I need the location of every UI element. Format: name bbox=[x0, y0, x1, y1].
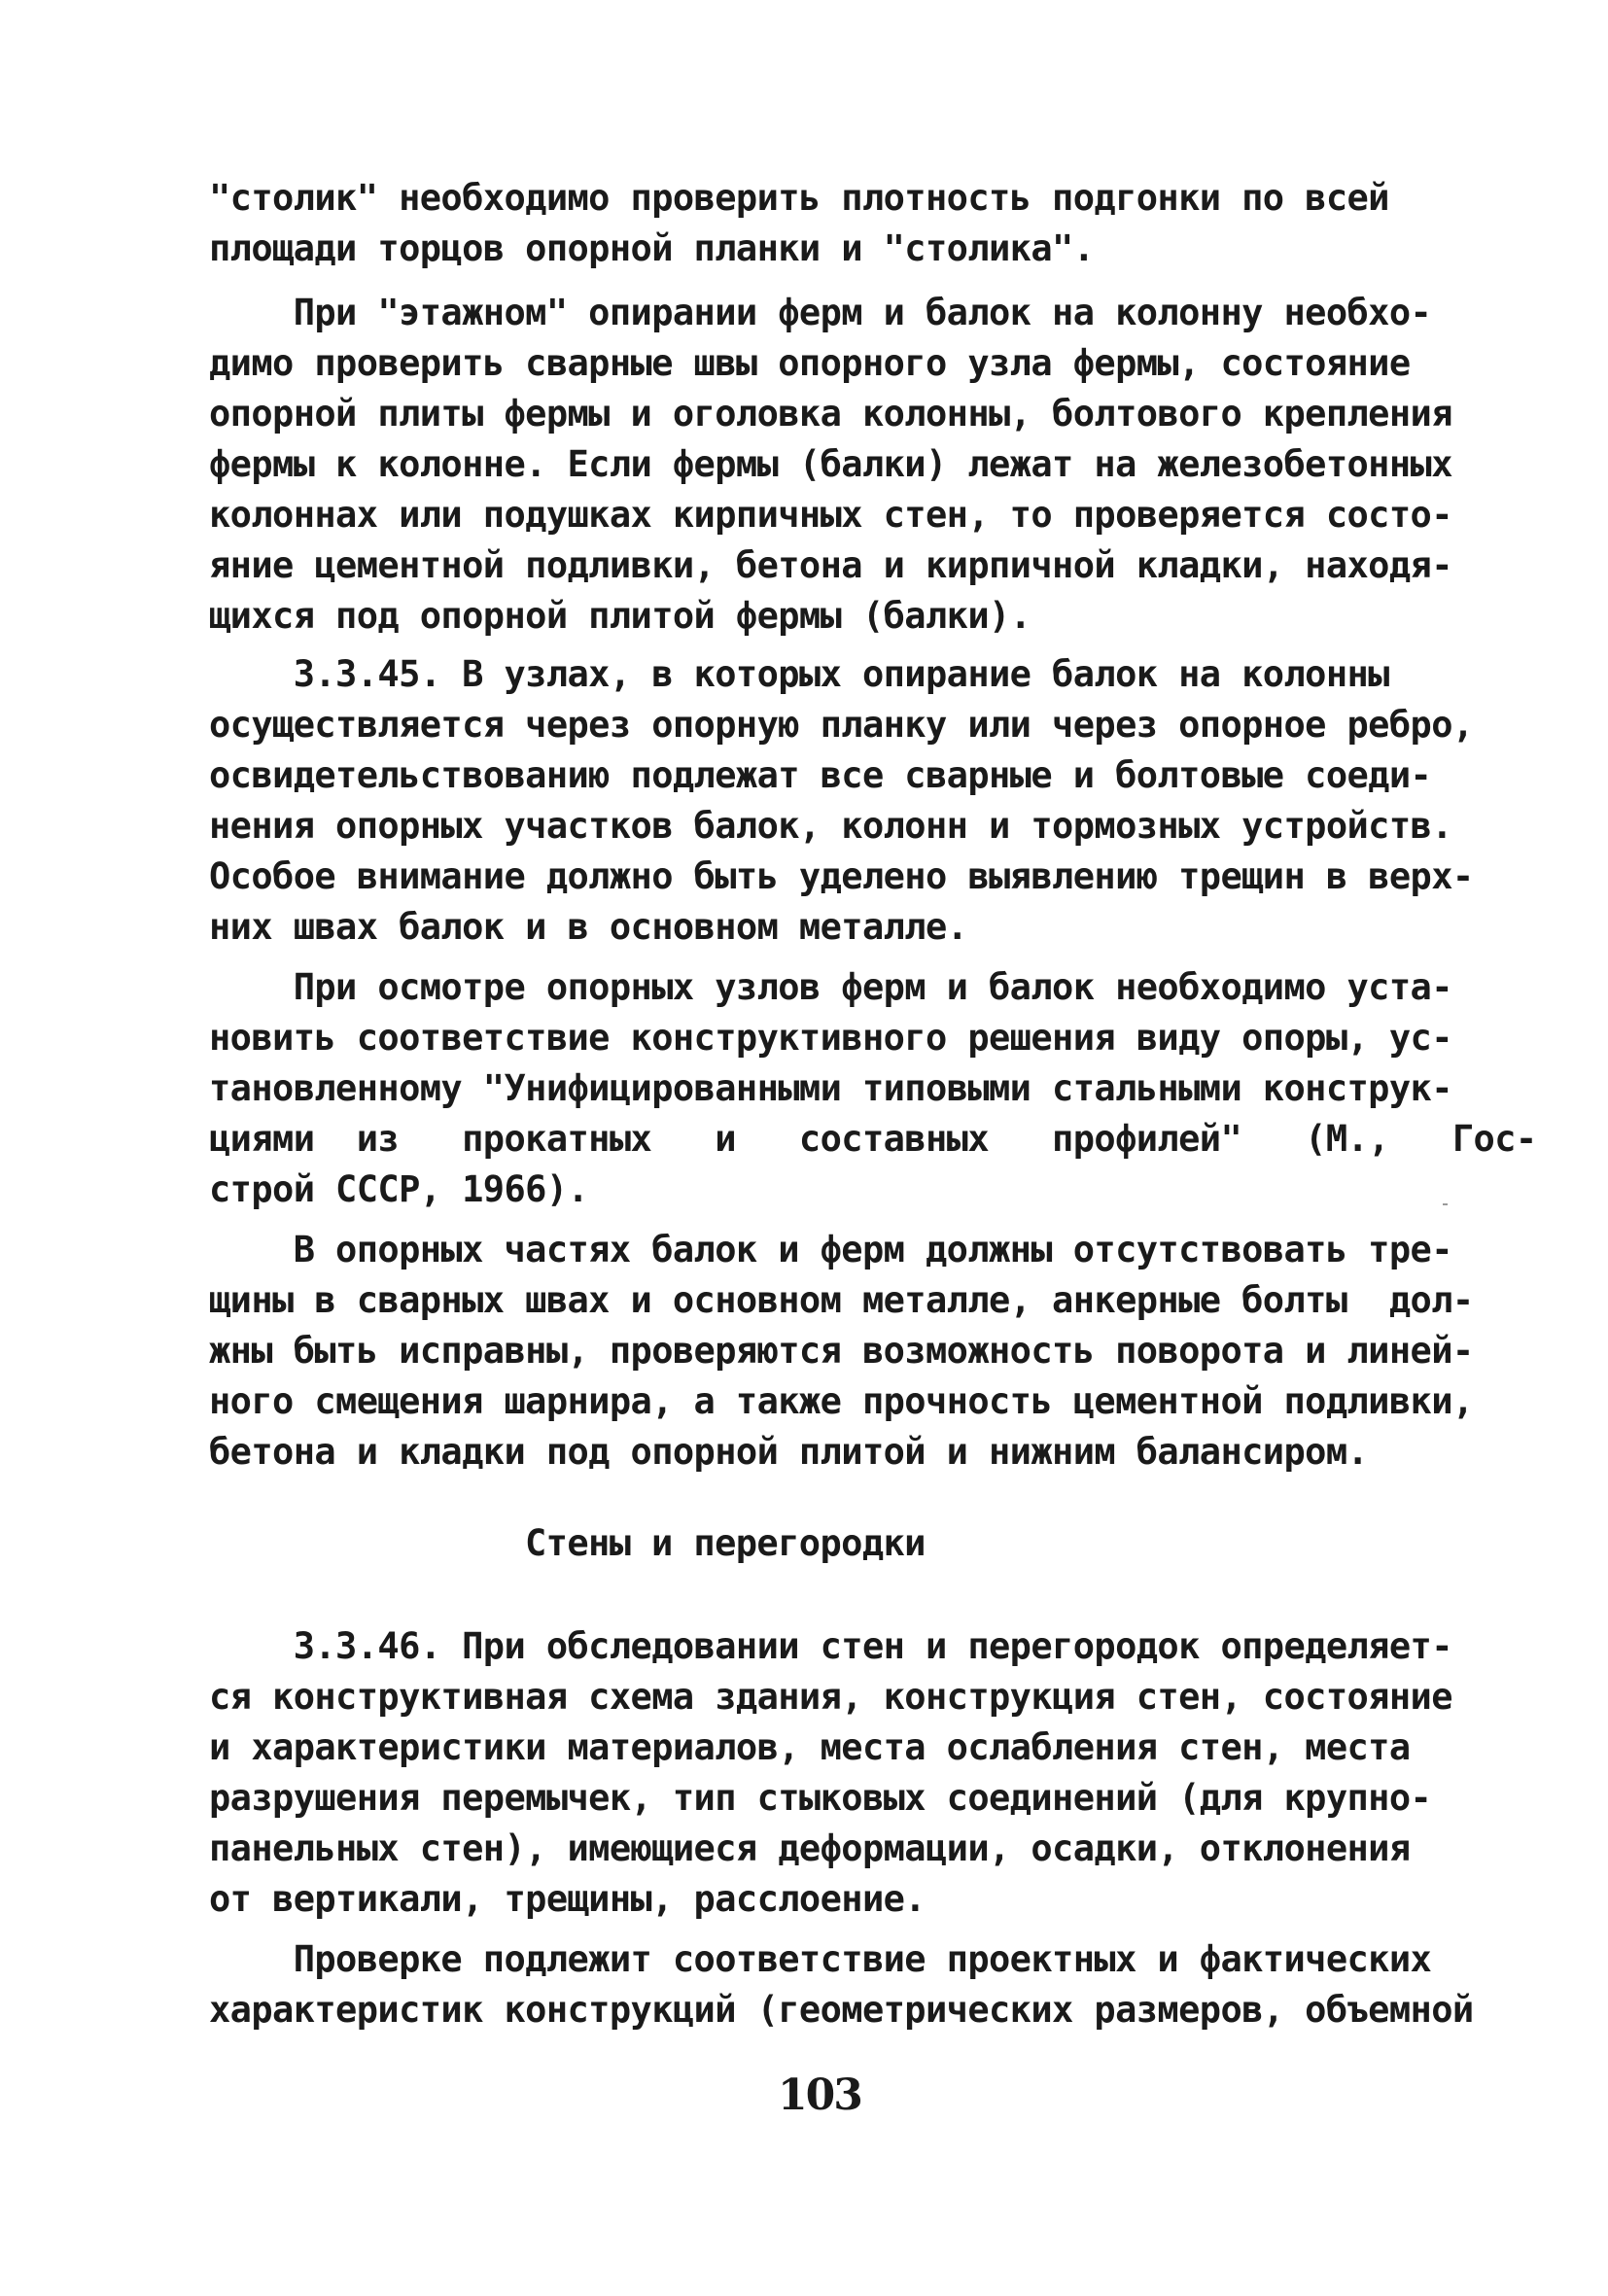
text-line: них швах балок и в основном металле. bbox=[209, 906, 968, 948]
scan-speck bbox=[1443, 1203, 1448, 1205]
text-line: строй СССР, 1966). bbox=[209, 1168, 589, 1210]
text-line: разрушения перемычек, тип стыковых соединений (для крупно- bbox=[209, 1777, 1432, 1819]
text-line: При "этажном" опирании ферм и балок на колонну необхо- bbox=[209, 292, 1432, 333]
text-line: В опорных частях балок и ферм должны отсутствовать тре- bbox=[209, 1229, 1452, 1270]
text-line: димо проверить сварные швы опорного узла фермы, состояние bbox=[209, 342, 1411, 384]
text-line: осуществляется через опорную планку или через опорное ребро, bbox=[209, 704, 1474, 746]
text-line: панельных стен), имеющиеся деформации, осадки, отклонения bbox=[209, 1827, 1411, 1869]
text-line: Особое внимание должно быть уделено выявлению трещин в верх- bbox=[209, 855, 1474, 897]
text-line: циями из прокатных и составных профилей" (М., Гос- bbox=[209, 1118, 1537, 1160]
text-line: колоннах или подушках кирпичных стен, то проверяется состо- bbox=[209, 494, 1452, 536]
text-line: бетона и кладки под опорной плитой и нижним балансиром. bbox=[209, 1431, 1369, 1473]
text-line: 3.3.46. При обследовании стен и перегородок определяет- bbox=[209, 1625, 1452, 1667]
text-line: 3.3.45. В узлах, в которых опирание балок на колонны bbox=[209, 653, 1389, 695]
text-line: ного смещения шарнира, а также прочность цементной подливки, bbox=[209, 1380, 1474, 1422]
text-line: опорной плиты фермы и оголовка колонны, болтового крепления bbox=[209, 393, 1452, 435]
text-line: освидетельствованию подлежат все сварные и болтовые соеди- bbox=[209, 754, 1432, 796]
text-line: щихся под опорной плитой фермы (балки). bbox=[209, 595, 1031, 637]
text-line: яние цементной подливки, бетона и кирпичной кладки, находя- bbox=[209, 544, 1452, 586]
text-line: характеристик конструкций (геометрических размеров, объемной bbox=[209, 1989, 1474, 2031]
text-line: новить соответствие конструктивного решения виду опоры, ус- bbox=[209, 1017, 1452, 1059]
text-line: и характеристики материалов, места ослабления стен, места bbox=[209, 1726, 1411, 1768]
text-line: "столик" необходимо проверить плотность подгонки по всей bbox=[209, 177, 1389, 219]
text-line: нения опорных участков балок, колонн и тормозных устройств. bbox=[209, 805, 1452, 847]
section-heading: Стены и перегородки bbox=[525, 1522, 926, 1564]
text-line: ся конструктивная схема здания, конструкция стен, состояние bbox=[209, 1676, 1452, 1718]
text-line: от вертикали, трещины, расслоение. bbox=[209, 1878, 926, 1920]
text-line: фермы к колонне. Если фермы (балки) лежат на железобетонных bbox=[209, 443, 1452, 485]
text-line: тановленному "Унифицированными типовыми стальными конструк- bbox=[209, 1067, 1452, 1109]
text-line: Проверке подлежит соответствие проектных и фактических bbox=[209, 1938, 1432, 1980]
text-line: щины в сварных швах и основном металле, анкерные болты дол- bbox=[209, 1279, 1474, 1321]
text-line: При осмотре опорных узлов ферм и балок необходимо уста- bbox=[209, 966, 1452, 1008]
text-line: площади торцов опорной планки и "столика". bbox=[209, 227, 1095, 269]
page-number: 103 bbox=[778, 2070, 861, 2120]
text-line: жны быть исправны, проверяются возможность поворота и линей- bbox=[209, 1330, 1474, 1372]
